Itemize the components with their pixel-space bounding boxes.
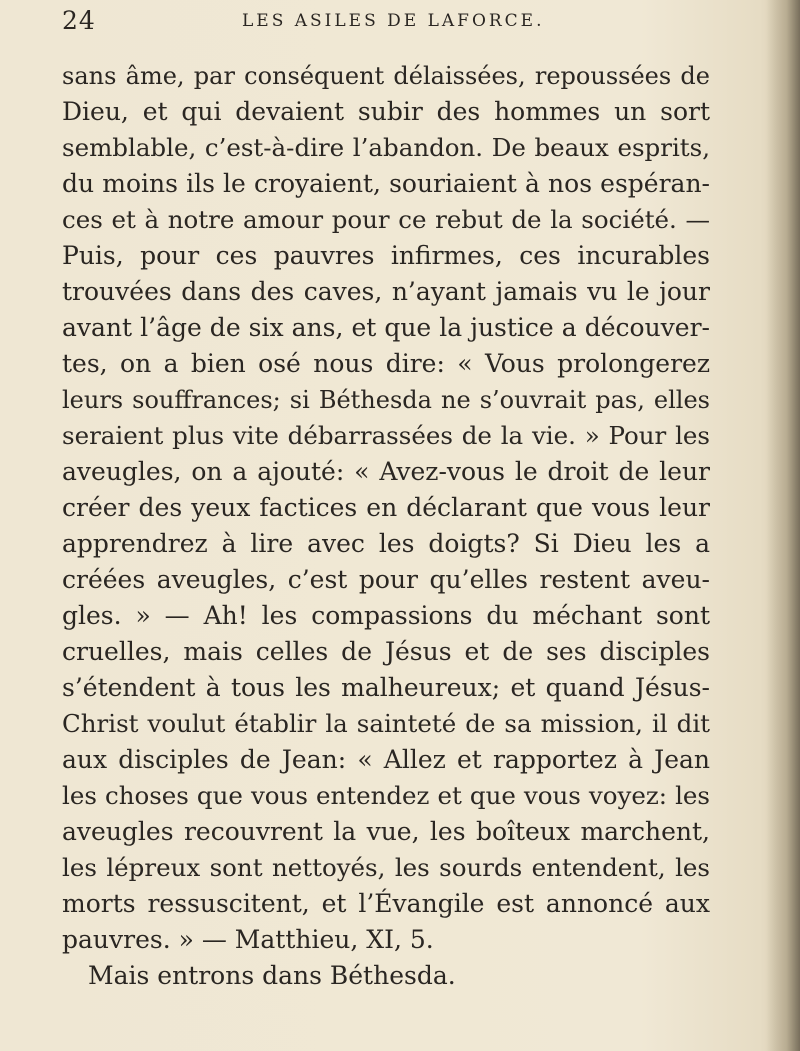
text-line: trouvées dans des caves, n’ayant jamais vu le jour xyxy=(62,277,710,306)
text-line: gles. » — Ah! les compassions du méchant sont xyxy=(62,601,710,630)
text-line: Puis, pour ces pauvres infirmes, ces incurables xyxy=(62,241,710,270)
text-line: Dieu, et qui devaient subir des hommes un sort xyxy=(62,97,710,126)
text-line: semblable, c’est-à-dire l’abandon. De beaux esprits, xyxy=(62,133,710,162)
page-edge-shadow xyxy=(766,0,800,1051)
body-text xyxy=(62,58,710,994)
text-line: avant l’âge de six ans, et que la justice a découver- xyxy=(62,313,710,342)
text-line: morts ressuscitent, et l’Évangile est annoncé aux xyxy=(62,889,710,918)
text-line: créer des yeux factices en déclarant que vous leur xyxy=(62,493,710,522)
page-number: 24 xyxy=(62,6,96,35)
text-line: aveugles recouvrent la vue, les boîteux marchent, xyxy=(62,817,710,846)
text-line: du moins ils le croyaient, souriaient à nos espéran- xyxy=(62,169,710,198)
text-line: Christ voulut établir la sainteté de sa mission, il dit xyxy=(62,709,710,738)
text-line: aveugles, on a ajouté: « Avez-vous le droit de leur xyxy=(62,457,710,486)
text-line: créées aveugles, c’est pour qu’elles restent aveu- xyxy=(62,565,710,594)
text-line: pauvres. » — Matthieu, XI, 5. xyxy=(62,925,434,954)
text-line: apprendrez à lire avec les doigts? Si Dieu les a xyxy=(62,529,710,558)
text-line: les choses que vous entendez et que vous voyez: les xyxy=(62,781,710,810)
closing-line: Mais entrons dans Béthesda. xyxy=(88,961,456,990)
text-line: cruelles, mais celles de Jésus et de ses disciples xyxy=(62,637,710,666)
running-head: LES ASILES DE LAFORCE. xyxy=(242,11,545,31)
text-line: ces et à notre amour pour ce rebut de la société. — xyxy=(62,205,710,234)
text-line: s’étendent à tous les malheureux; et quand Jésus- xyxy=(62,673,710,702)
text-line: leurs souffrances; si Béthesda ne s’ouvrait pas, elles xyxy=(62,386,710,414)
text-line: les lépreux sont nettoyés, les sourds entendent, les xyxy=(62,853,710,882)
page-header xyxy=(62,6,710,40)
text-line: aux disciples de Jean: « Allez et rapportez à Jean xyxy=(62,745,710,774)
text-line: sans âme, par conséquent délaissées, repoussées de xyxy=(62,62,710,90)
text-line: seraient plus vite débarrassées de la vie. » Pour les xyxy=(62,421,710,450)
text-line: tes, on a bien osé nous dire: « Vous prolongerez xyxy=(62,349,710,378)
